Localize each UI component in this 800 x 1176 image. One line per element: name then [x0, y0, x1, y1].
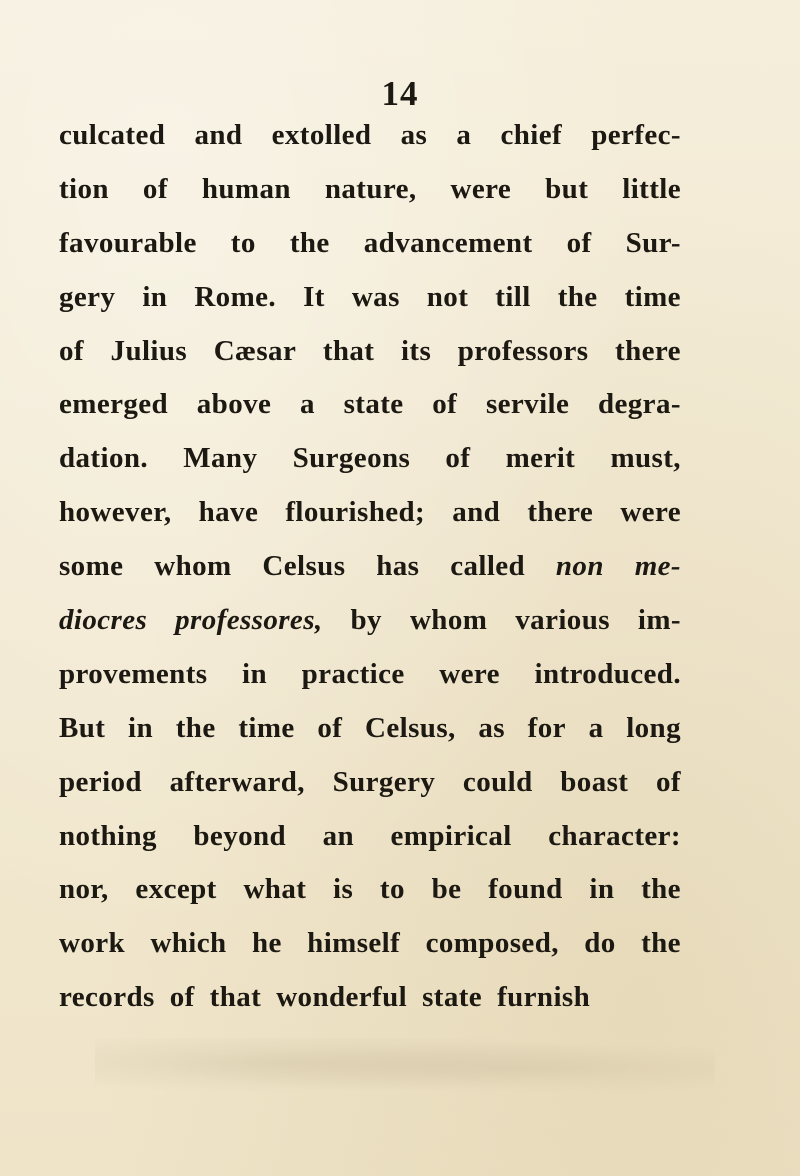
word: nature,	[324, 172, 417, 205]
word: chief	[500, 119, 563, 151]
word: in	[128, 711, 154, 744]
word: however,	[59, 496, 172, 529]
word: state	[422, 981, 483, 1014]
word: by	[350, 604, 382, 637]
word: were	[439, 657, 500, 690]
word: to	[230, 226, 256, 259]
word: emerged	[59, 388, 169, 421]
word: but	[545, 172, 589, 205]
word: degra-	[597, 388, 681, 421]
word: in	[589, 873, 615, 906]
text-line	[59, 594, 681, 648]
word: But	[59, 711, 106, 744]
word: which	[150, 927, 227, 960]
word: of	[142, 172, 168, 205]
word: whom	[409, 604, 488, 637]
text-line	[59, 109, 681, 163]
word: above	[196, 388, 272, 421]
word: Sur-	[625, 226, 681, 259]
word: Rome.	[194, 280, 277, 313]
word: he	[251, 927, 282, 960]
word: there	[615, 334, 681, 367]
word: It	[303, 280, 325, 313]
word: empirical	[390, 819, 512, 852]
word: afterward,	[169, 765, 305, 798]
text-line	[59, 971, 681, 1025]
word: and	[452, 496, 501, 529]
word: period	[59, 765, 142, 798]
word: composed,	[425, 927, 559, 960]
word: gery	[59, 280, 116, 313]
word: Julius	[110, 334, 188, 367]
word: furnish	[497, 981, 591, 1014]
word: wonderful	[276, 981, 408, 1014]
text-line	[59, 163, 681, 217]
word: character:	[548, 819, 681, 852]
word: servile	[485, 388, 570, 421]
word: merit	[505, 442, 576, 475]
text-line	[59, 217, 681, 271]
word: as	[478, 711, 505, 744]
word: im-	[637, 604, 681, 637]
text-line	[59, 648, 681, 702]
word: of	[432, 388, 458, 421]
text-line	[59, 540, 681, 594]
word: found	[488, 873, 563, 906]
word: human	[201, 172, 291, 205]
word: in	[242, 657, 268, 690]
word: the	[289, 226, 330, 259]
word: whom	[154, 550, 232, 583]
word: advancement	[363, 226, 533, 259]
word: Celsus,	[365, 711, 456, 744]
word: some	[59, 550, 124, 583]
word: in	[142, 280, 168, 313]
word: that	[322, 334, 375, 367]
word: of	[317, 711, 343, 744]
word: Surgeons	[292, 442, 411, 475]
italic-word: professores,	[175, 604, 323, 637]
word: an	[322, 819, 355, 852]
word: as	[400, 119, 428, 151]
word: were	[620, 496, 681, 529]
text-line	[59, 810, 681, 864]
show-through-text-shadow	[95, 1038, 715, 1098]
word: professors	[457, 334, 589, 367]
word: that	[209, 981, 262, 1014]
word: perfec-	[591, 119, 681, 151]
word: introduced.	[534, 657, 681, 690]
word: Cæsar	[213, 334, 297, 367]
word: have	[198, 496, 259, 529]
text-line	[59, 432, 681, 486]
word: of	[59, 334, 84, 367]
word: records	[59, 981, 155, 1014]
word: of	[566, 226, 592, 259]
word: has	[376, 550, 420, 583]
word: state	[343, 388, 404, 421]
word: a	[456, 119, 472, 151]
word: long	[626, 711, 681, 744]
text-line	[59, 486, 681, 540]
word: of	[656, 765, 681, 798]
word: boast	[560, 765, 629, 798]
text-line	[59, 756, 681, 810]
word: flourished;	[285, 496, 426, 529]
word: time	[238, 711, 295, 744]
word: Many	[183, 442, 258, 475]
page-number: 14	[381, 74, 419, 113]
text-line	[59, 917, 681, 971]
word: beyond	[193, 819, 287, 852]
word: called	[450, 550, 526, 583]
word: nor,	[59, 873, 109, 906]
text-line	[59, 325, 681, 379]
word: a	[299, 388, 315, 421]
italic-word: non	[555, 550, 604, 583]
word: practice	[301, 657, 405, 690]
word: its	[400, 334, 432, 367]
word: was	[351, 280, 400, 313]
word: the	[641, 873, 681, 906]
word: himself	[307, 927, 401, 960]
italic-word: me-	[634, 550, 681, 583]
word: is	[333, 873, 354, 906]
text-line	[59, 378, 681, 432]
word: dation.	[59, 442, 149, 475]
word: could	[462, 765, 533, 798]
word: tion	[59, 172, 109, 205]
word: culcated	[59, 119, 166, 151]
word: for	[527, 711, 566, 744]
word: of	[169, 981, 195, 1014]
word: till	[495, 280, 531, 313]
word: little	[622, 172, 681, 205]
word: work	[59, 927, 126, 960]
word: what	[243, 873, 307, 906]
word: favourable	[59, 226, 197, 259]
word: the	[641, 927, 681, 960]
body-paragraph	[59, 109, 681, 1025]
word: there	[527, 496, 594, 529]
word: and	[194, 119, 243, 151]
word: to	[379, 873, 405, 906]
word: of	[445, 442, 471, 475]
word: the	[175, 711, 216, 744]
word: were	[450, 172, 512, 205]
word: provements	[59, 657, 208, 690]
word: extolled	[271, 119, 372, 151]
word: except	[135, 873, 217, 906]
word: do	[584, 927, 616, 960]
text-line	[59, 863, 681, 917]
word: Surgery	[332, 765, 436, 798]
text-line	[59, 702, 681, 756]
text-line	[59, 271, 681, 325]
word: Celsus	[262, 550, 346, 583]
word: not	[426, 280, 469, 313]
word: a	[588, 711, 604, 744]
word: time	[624, 280, 681, 313]
word: must,	[610, 442, 681, 475]
word: various	[515, 604, 610, 637]
word: the	[557, 280, 598, 313]
italic-word: diocres	[59, 604, 148, 637]
word: be	[431, 873, 462, 906]
word: nothing	[59, 819, 157, 852]
